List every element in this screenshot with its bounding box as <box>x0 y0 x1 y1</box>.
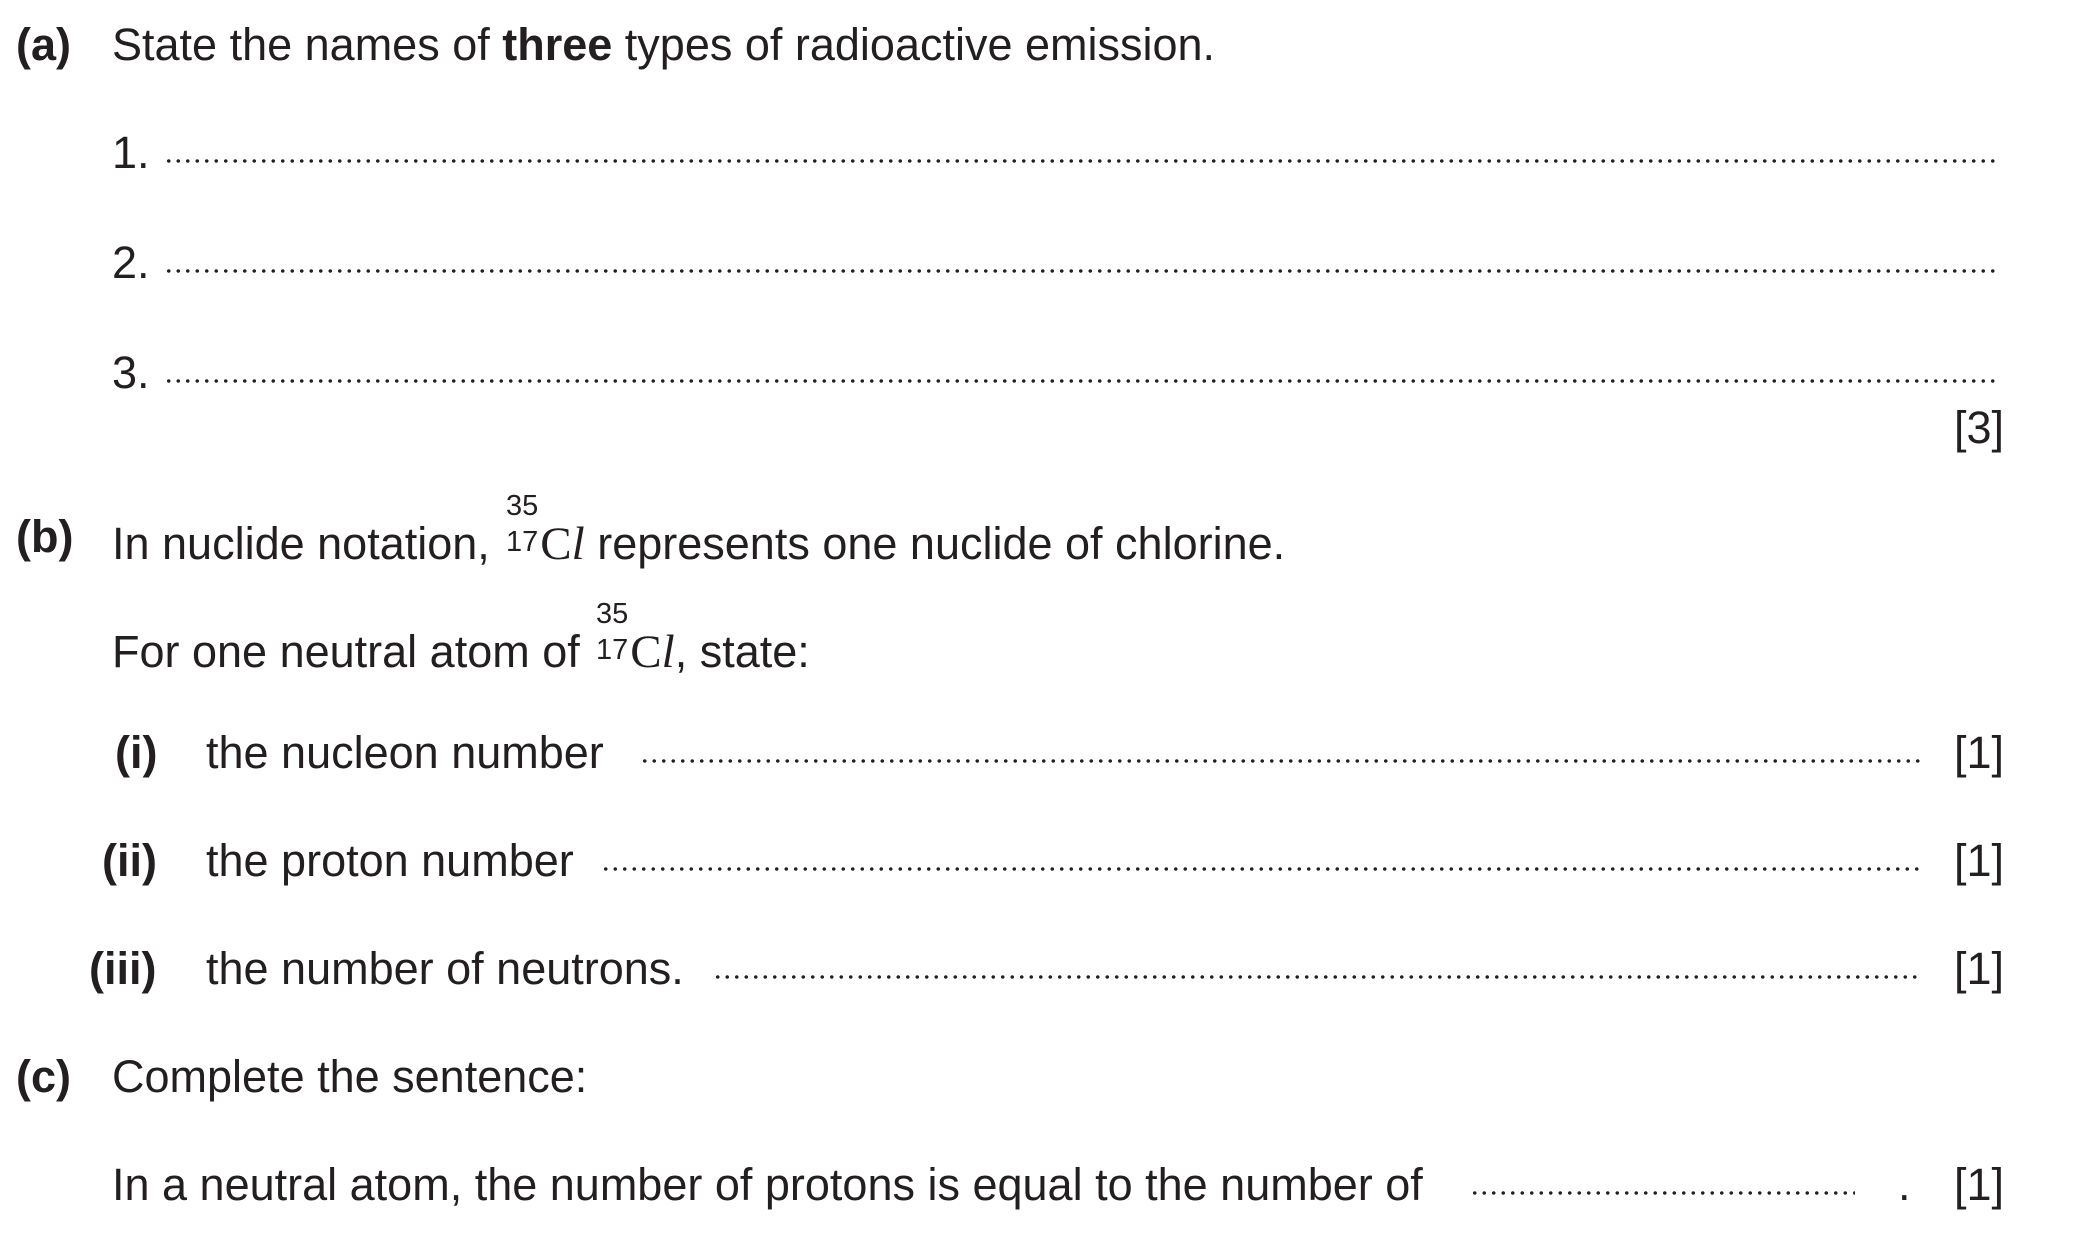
part-b-prompt-post: , state: <box>674 626 810 677</box>
part-b-intro-post: represents one nuclide of chlorine. <box>597 518 1286 569</box>
nuclide-atomic-number: 17 <box>506 526 539 558</box>
part-c-marks: [1] <box>1954 1159 2005 1210</box>
part-c-sentence-end: . <box>1898 1159 1911 1210</box>
item-ii-text: the proton number <box>206 835 574 886</box>
part-b-prompt <box>112 598 810 678</box>
nuclide-symbol-l: l <box>661 626 675 678</box>
part-b-label: (b) <box>16 511 74 562</box>
answer-line-2[interactable] <box>164 269 2000 273</box>
item-iii-answer-line[interactable] <box>713 975 1920 979</box>
item-iii-text: the number of neutrons. <box>206 943 684 994</box>
item-iii-label: (iii) <box>89 943 157 994</box>
part-b-prompt-pre: For one neutral atom of <box>112 626 593 677</box>
item-i-answer-line[interactable] <box>640 759 1920 763</box>
answer-line-3-number: 3. <box>112 347 150 398</box>
part-c-answer-line[interactable] <box>1470 1191 1855 1195</box>
nuclide-symbol-c: C <box>630 626 662 678</box>
part-c-sentence: In a neutral atom, the number of protons is equal to the number of <box>112 1159 1423 1210</box>
part-b-intro-pre: In nuclide notation, <box>112 518 503 569</box>
part-c-instruction: Complete the sentence: <box>112 1051 588 1102</box>
nuclide-symbol-c: C <box>540 518 572 570</box>
part-c-label: (c) <box>16 1051 71 1102</box>
part-a-question-bold: three <box>502 19 613 70</box>
chlorine-nuclide-notation <box>502 490 585 570</box>
part-a-question-pre: State the names of <box>112 19 503 70</box>
nuclide-mass-number: 35 <box>596 598 629 630</box>
chlorine-nuclide-notation-2 <box>592 598 675 678</box>
item-ii-label: (ii) <box>102 835 157 886</box>
item-i-label: (i) <box>115 727 158 778</box>
item-iii-marks: [1] <box>1954 943 2005 994</box>
answer-line-1[interactable] <box>164 159 2000 163</box>
answer-line-3[interactable] <box>164 379 2000 383</box>
part-a-question <box>112 19 1216 70</box>
part-b-intro <box>112 490 1286 570</box>
answer-line-2-number: 2. <box>112 237 150 288</box>
nuclide-mass-number: 35 <box>506 490 539 522</box>
part-a-question-post: types of radioactive emission. <box>612 19 1216 70</box>
part-a-label: (a) <box>16 19 71 70</box>
item-i-text: the nucleon number <box>206 727 604 778</box>
part-a-marks: [3] <box>1954 402 2005 453</box>
item-i-marks: [1] <box>1954 727 2005 778</box>
nuclide-symbol-l: l <box>571 518 585 570</box>
item-ii-answer-line[interactable] <box>601 867 1920 871</box>
answer-line-1-number: 1. <box>112 127 150 178</box>
nuclide-atomic-number: 17 <box>596 634 629 666</box>
item-ii-marks: [1] <box>1954 835 2005 886</box>
